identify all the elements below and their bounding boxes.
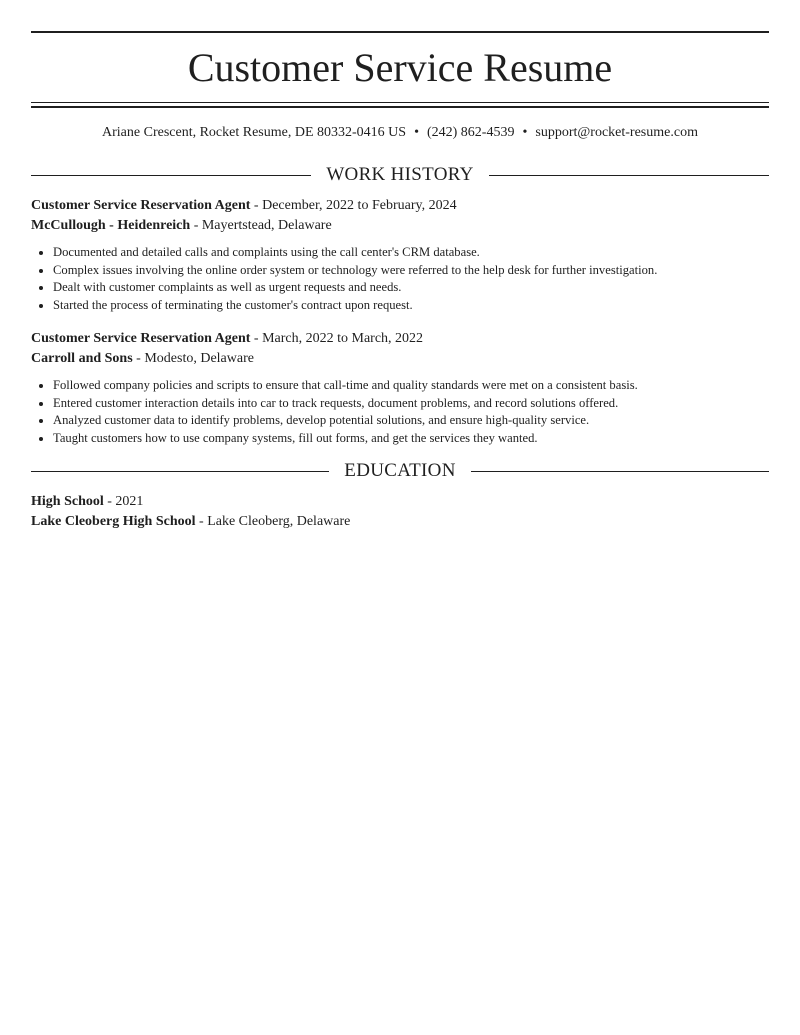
section-title: WORK HISTORY <box>326 164 474 185</box>
heading-rule-right <box>471 471 769 472</box>
education-school-line <box>31 512 769 531</box>
top-rule <box>31 31 769 33</box>
dash: - <box>190 218 202 233</box>
job-company: Carroll and Sons <box>31 351 133 366</box>
heading-rule-left <box>31 471 329 472</box>
job-role: Customer Service Reservation Agent <box>31 198 251 213</box>
heading-rule-right <box>489 175 769 176</box>
list-item: • Entered customer interaction details into car to track requests, document problems, and record solutions offered. <box>53 395 769 413</box>
list-item: • Documented and detailed calls and complaints using the call center's CRM database. <box>53 244 769 262</box>
list-item: • Started the process of terminating the customer's contract upon request. <box>53 297 769 315</box>
job-company-line <box>31 216 769 235</box>
job-location: Mayertstead, Delaware <box>201 218 332 233</box>
job-company-line <box>31 349 769 368</box>
education-degree-line <box>31 492 769 511</box>
page-title: Customer Service Resume <box>187 45 613 90</box>
contact-line <box>31 124 769 142</box>
job-role-line <box>31 329 769 348</box>
education-degree: High School <box>31 494 104 509</box>
dash: - <box>103 494 116 509</box>
list-item: • Followed company policies and scripts to ensure that call-time and quality standards were met on a consistent basis. <box>53 377 769 395</box>
job-entry <box>31 196 769 315</box>
job-entry <box>31 329 769 448</box>
dash: - <box>250 198 263 213</box>
dash: - <box>132 351 145 366</box>
job-role: Customer Service Reservation Agent <box>31 331 251 346</box>
contact-email: support@rocket-resume.com <box>535 125 698 140</box>
list-item: • Analyzed customer data to identify problems, develop potential solutions, and ensure high-quality service. <box>53 412 769 430</box>
job-bullets <box>31 377 769 448</box>
education-school: Lake Cleoberg High School <box>31 514 196 529</box>
list-item: • Complex issues involving the online order system or technology were referred to the help desk for further investigation. <box>53 262 769 280</box>
dash: - <box>250 331 263 346</box>
heading-rule-left <box>31 175 311 176</box>
title-double-rule <box>31 102 769 108</box>
job-bullets <box>31 244 769 315</box>
job-dates: December, 2022 to February, 2024 <box>262 198 457 213</box>
section-title: EDUCATION <box>344 460 456 481</box>
dash: - <box>195 514 208 529</box>
education-location: Lake Cleoberg, Delaware <box>207 514 351 529</box>
work-history-heading <box>31 164 769 186</box>
contact-separator: • <box>414 125 419 140</box>
job-location: Modesto, Delaware <box>144 351 254 366</box>
contact-separator: • <box>522 125 528 140</box>
list-item: • Taught customers how to use company systems, fill out forms, and get the services they wanted. <box>53 430 769 448</box>
education-year: 2021 <box>115 494 144 509</box>
contact-address: Ariane Crescent, Rocket Resume, DE 80332-0416 US <box>102 125 407 140</box>
job-dates: March, 2022 to March, 2022 <box>262 331 424 346</box>
job-role-line <box>31 196 769 215</box>
list-item: • Dealt with customer complaints as well as urgent requests and needs. <box>53 279 769 297</box>
education-entry <box>31 492 769 531</box>
contact-phone: (242) 862-4539 <box>426 125 515 140</box>
job-company: McCullough - Heidenreich <box>31 218 191 233</box>
education-heading <box>31 460 769 482</box>
